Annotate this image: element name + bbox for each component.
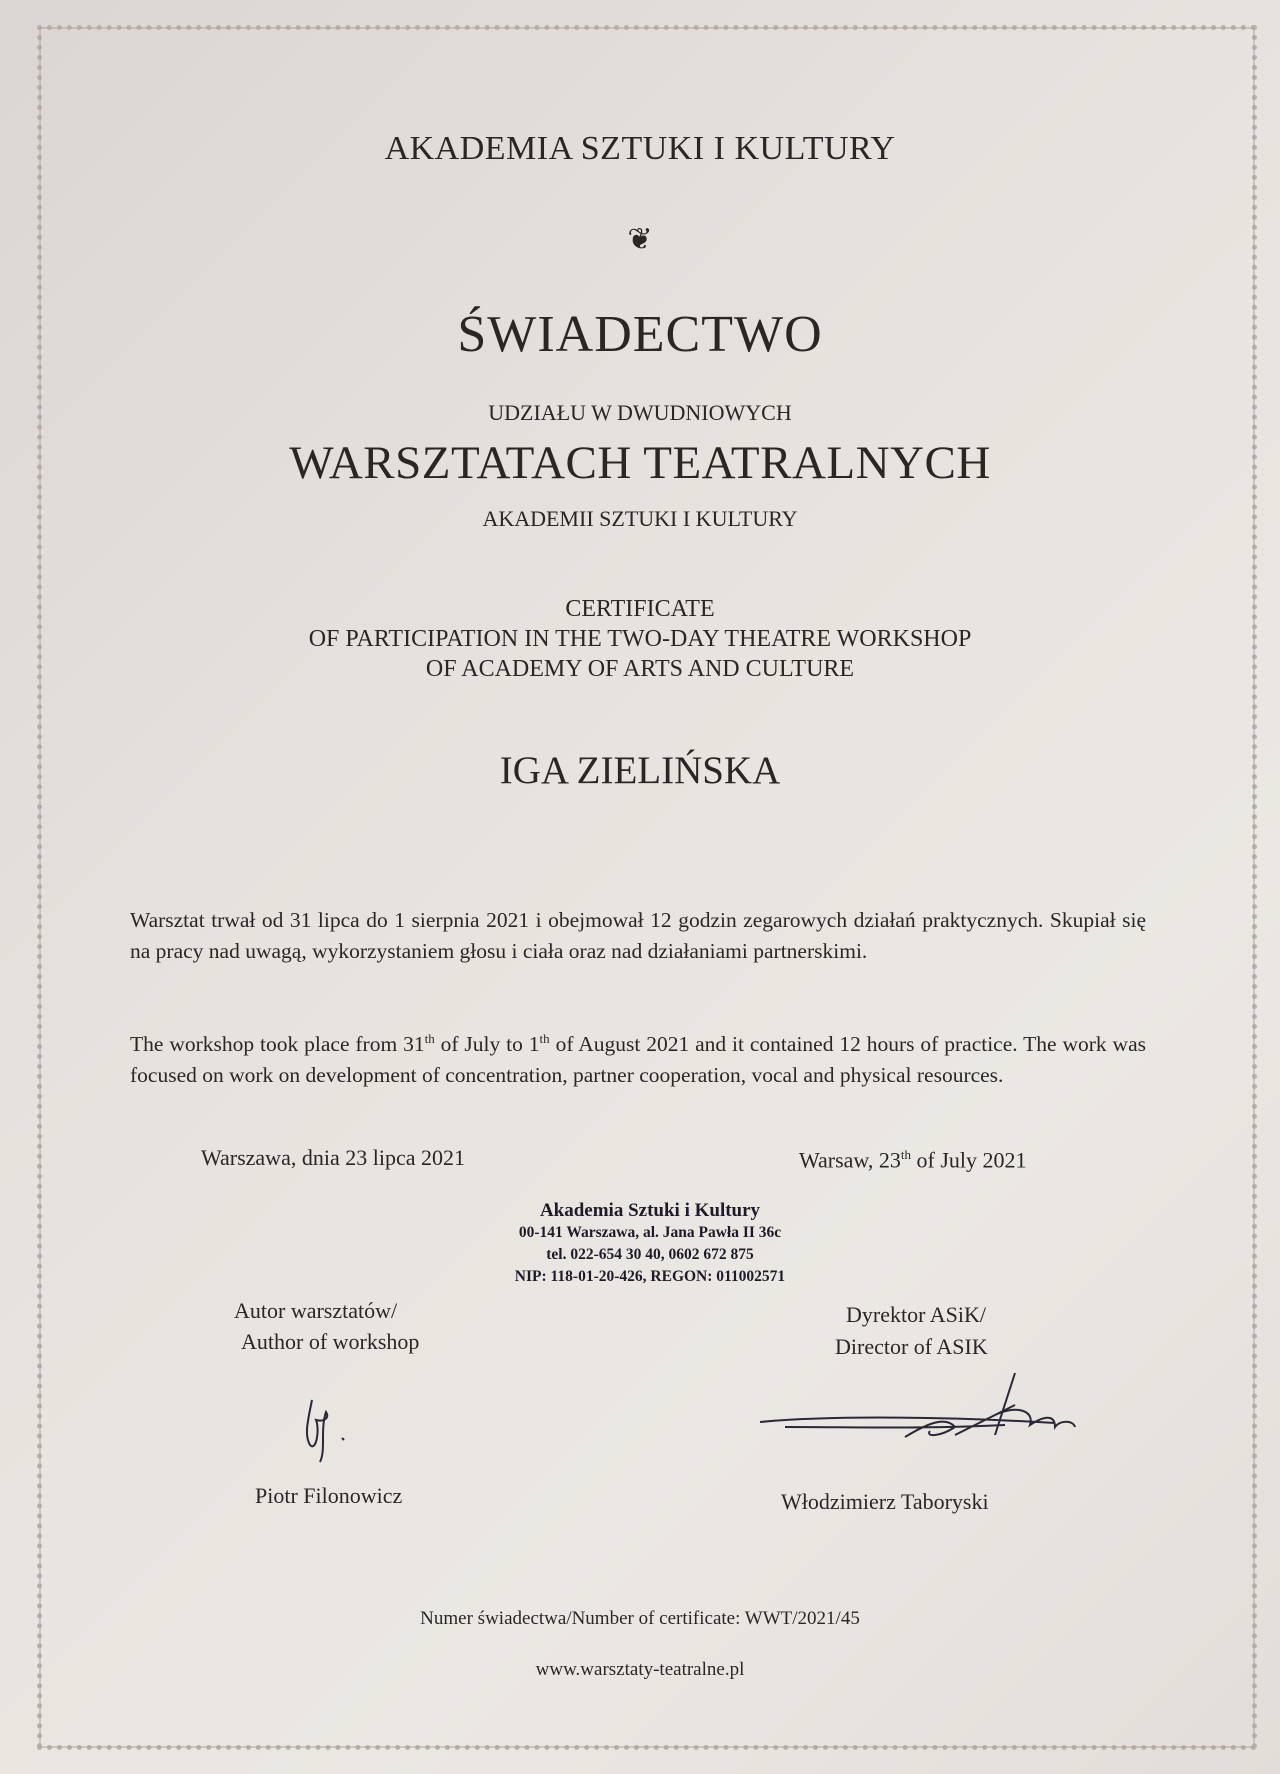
- polish-paragraph: Warsztat trwał od 31 lipca do 1 sierpnia 2021 i obejmował 12 godzin zegarowych działań praktycznych. Skupiał się na pracy nad uwagą, wykorzystaniem głosu i ciała oraz nad działaniami partnerskimi.: [130, 908, 1146, 963]
- english-title-3: OF ACADEMY OF ARTS AND CULTURE: [425, 656, 855, 682]
- right-role-polish: Dyrektor ASiK/: [846, 1302, 986, 1327]
- left-role-polish: Autor warsztatów/: [234, 1298, 398, 1323]
- institution-stamp: Akademia Sztuki i Kultury 00-141 Warszawa, al. Jana Pawła II 36c tel. 022-654 30 40, 0602 672 875 NIP: 118-01-20-426, REGON: 011002571: [514, 1200, 786, 1285]
- certificate-number: Numer świadectwa/Number of certificate: WWT/2021/45: [420, 1608, 860, 1629]
- subtitle-line-1: UDZIAŁU W DWUDNIOWYCH: [488, 400, 792, 425]
- subtitle-line-2: WARSZTATACH TEATRALNYCH: [289, 437, 991, 489]
- subtitle-line-3: AKADEMII SZTUKI I KULTURY: [482, 506, 798, 531]
- left-signatory-name: Piotr Filonowicz: [255, 1483, 403, 1508]
- signature-left: [290, 1390, 370, 1470]
- decorative-border: [37, 25, 1257, 1750]
- right-role-english: Director of ASIK: [835, 1334, 988, 1359]
- recipient-name: IGA ZIELIŃSKA: [499, 749, 781, 792]
- institution-name: AKADEMIA SZTUKI I KULTURY: [384, 130, 896, 167]
- left-role-english: Author of workshop: [241, 1329, 420, 1354]
- website: www.warsztaty-teatralne.pl: [535, 1659, 745, 1680]
- ornament-icon: ❦: [627, 223, 653, 256]
- place-date-english: Warsaw, 23th of July 2021: [799, 1147, 1027, 1173]
- signature-right: [755, 1365, 1115, 1465]
- english-paragraph: The workshop took place from 31th of July to 1th of August 2021 and it contained 12 hours of practice. The work was focused on work on development of concentration, partner cooperation, vocal and physical resources.: [130, 1031, 1146, 1088]
- certificate-title: ŚWIADECTWO: [457, 306, 823, 363]
- place-date-polish: Warszawa, dnia 23 lipca 2021: [201, 1145, 465, 1170]
- right-signatory-name: Włodzimierz Taboryski: [781, 1489, 989, 1514]
- english-title-2: OF PARTICIPATION IN THE TWO-DAY THEATRE WORKSHOP: [308, 626, 972, 652]
- english-title-1: CERTIFICATE: [565, 596, 715, 622]
